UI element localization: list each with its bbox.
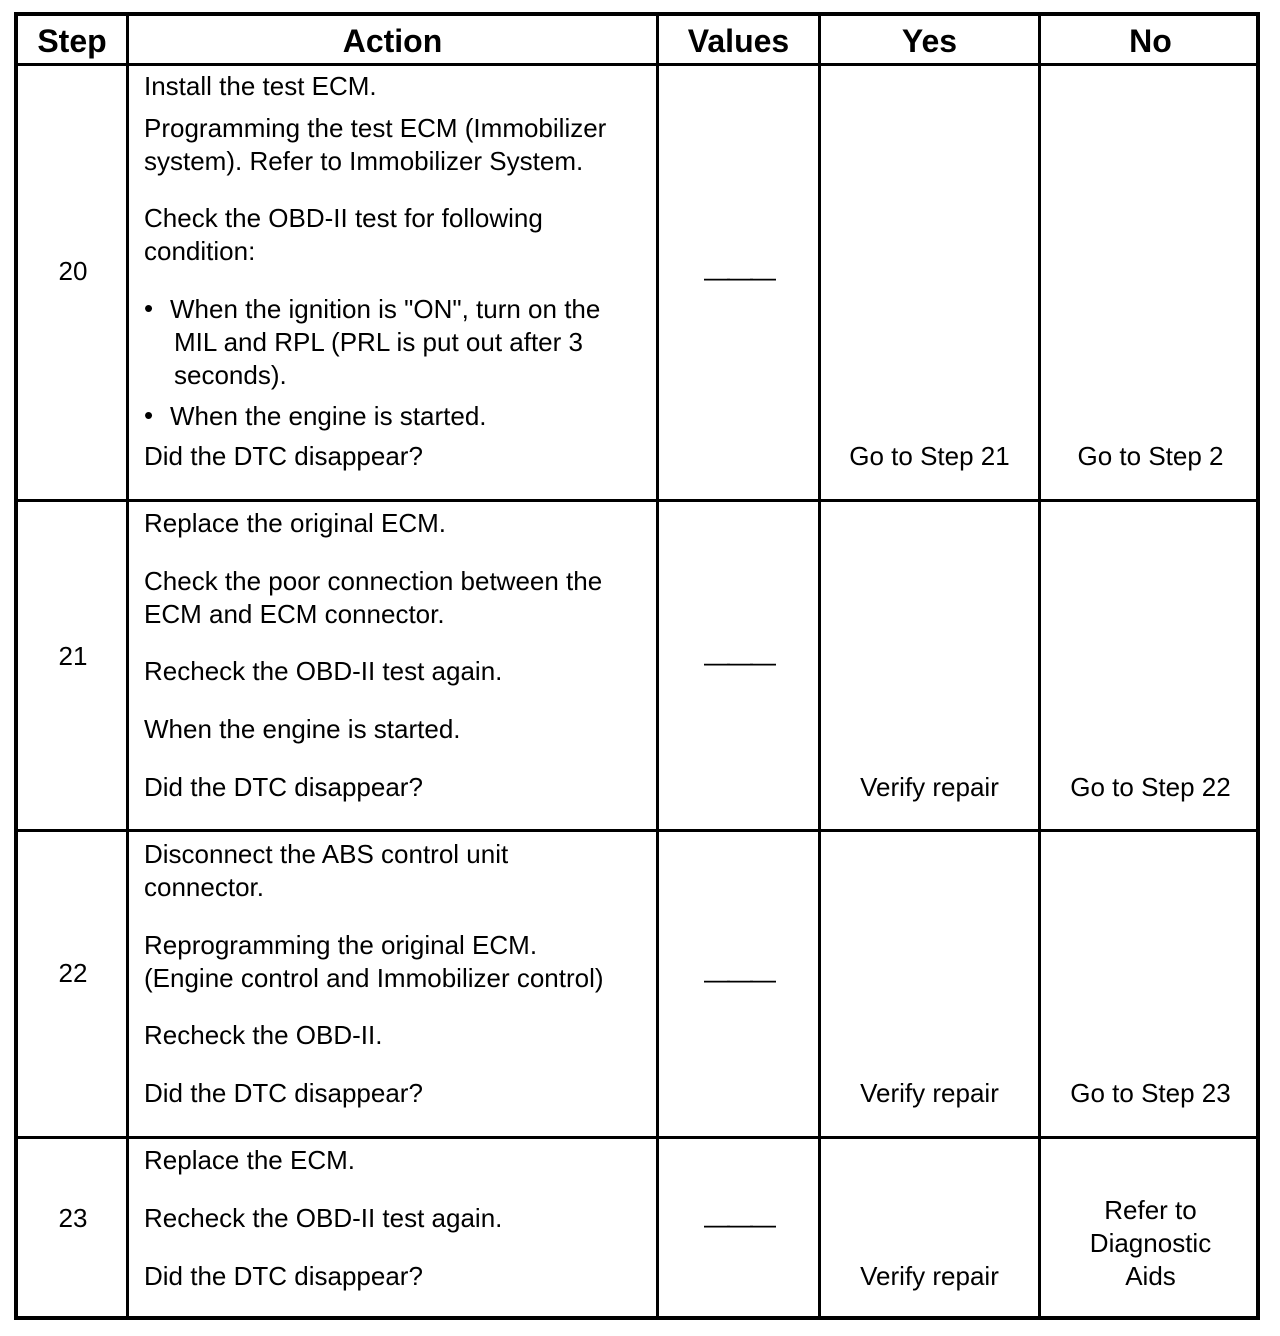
action-question: Did the DTC disappear? bbox=[144, 441, 423, 471]
action-line: Recheck the OBD-II test again. bbox=[144, 656, 503, 686]
action-line: seconds). bbox=[174, 360, 287, 390]
header-values: Values bbox=[687, 22, 790, 59]
action-line: When the engine is started. bbox=[170, 401, 487, 431]
action-line: Check the OBD-II test for following bbox=[144, 203, 543, 233]
action-line: When the ignition is "ON", turn on the bbox=[170, 294, 601, 324]
action-question: Did the DTC disappear? bbox=[144, 1078, 423, 1108]
action-line: When the engine is started. bbox=[144, 714, 461, 744]
action-line: Replace the ECM. bbox=[144, 1145, 355, 1175]
column-divider bbox=[818, 16, 821, 1316]
values-placeholder: ——— bbox=[704, 262, 773, 292]
step-number: 21 bbox=[58, 641, 88, 671]
values-placeholder: ——— bbox=[704, 964, 773, 994]
bullet-icon: • bbox=[144, 400, 154, 430]
no-result: Go to Step 22 bbox=[1070, 772, 1231, 802]
action-line: Install the test ECM. bbox=[144, 71, 377, 101]
action-line: Recheck the OBD-II test again. bbox=[144, 1203, 503, 1233]
header-no: No bbox=[1129, 22, 1172, 59]
step-number: 20 bbox=[58, 256, 88, 286]
action-line: condition: bbox=[144, 236, 256, 266]
no-result: Go to Step 23 bbox=[1070, 1078, 1231, 1108]
yes-result: Verify repair bbox=[860, 1078, 999, 1108]
no-result: Go to Step 2 bbox=[1077, 441, 1224, 471]
row-divider bbox=[18, 829, 1256, 832]
yes-result: Verify repair bbox=[860, 772, 999, 802]
no-result: Aids bbox=[1125, 1261, 1176, 1291]
column-divider bbox=[1038, 16, 1041, 1316]
action-line: Recheck the OBD-II. bbox=[144, 1020, 383, 1050]
action-line: (Engine control and Immobilizer control) bbox=[144, 963, 604, 993]
step-number: 22 bbox=[58, 958, 88, 988]
action-line: ECM and ECM connector. bbox=[144, 599, 445, 629]
no-result: Diagnostic bbox=[1089, 1228, 1212, 1258]
header-step: Step bbox=[37, 22, 107, 59]
row-divider bbox=[18, 1136, 1256, 1139]
action-question: Did the DTC disappear? bbox=[144, 772, 423, 802]
action-line: Check the poor connection between the bbox=[144, 566, 603, 596]
header-action: Action bbox=[342, 22, 443, 59]
action-question: Did the DTC disappear? bbox=[144, 1261, 423, 1291]
values-placeholder: ——— bbox=[704, 647, 773, 677]
bullet-icon: • bbox=[144, 293, 154, 323]
action-line: MIL and RPL (PRL is put out after 3 bbox=[174, 327, 583, 357]
action-line: Reprogramming the original ECM. bbox=[144, 930, 538, 960]
action-line: connector. bbox=[144, 872, 264, 902]
header-yes: Yes bbox=[901, 22, 958, 59]
no-result: Refer to bbox=[1104, 1195, 1197, 1225]
action-line: system). Refer to Immobilizer System. bbox=[144, 146, 584, 176]
action-line: Replace the original ECM. bbox=[144, 508, 447, 538]
action-line: Programming the test ECM (Immobilizer bbox=[144, 113, 607, 143]
values-placeholder: ——— bbox=[704, 1209, 773, 1239]
step-number: 23 bbox=[58, 1203, 88, 1233]
diagnostic-table bbox=[14, 12, 1260, 1320]
action-line: Disconnect the ABS control unit bbox=[144, 839, 509, 869]
row-divider bbox=[18, 499, 1256, 502]
yes-result: Verify repair bbox=[860, 1261, 999, 1291]
yes-result: Go to Step 21 bbox=[849, 441, 1010, 471]
